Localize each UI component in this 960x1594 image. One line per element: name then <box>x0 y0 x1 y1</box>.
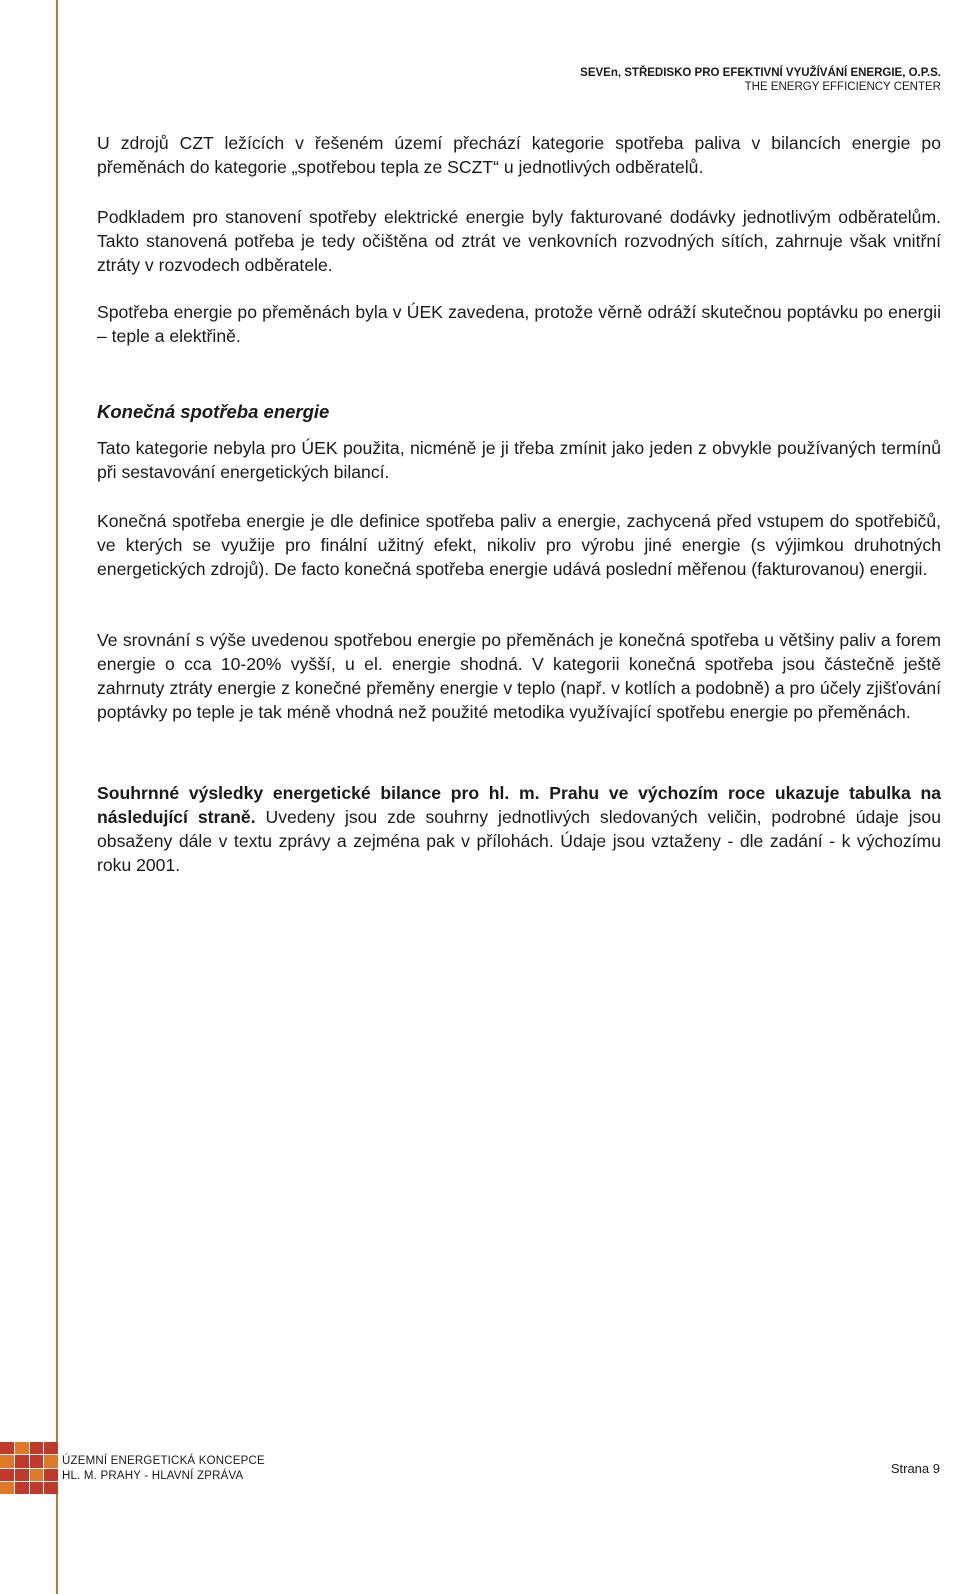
logo-tile <box>0 1442 14 1454</box>
logo-tile <box>15 1442 29 1454</box>
footer-title-line2: HL. M. PRAHY - HLAVNÍ ZPRÁVA <box>62 1470 244 1482</box>
logo-tile <box>0 1455 14 1467</box>
logo-tile <box>15 1455 29 1467</box>
logo-tile <box>44 1469 58 1481</box>
logo-tile <box>44 1442 58 1454</box>
logo-tile <box>0 1482 14 1494</box>
logo-tile <box>0 1469 14 1481</box>
summary-results-bold: Souhrnné výsledky energetické bilance pro hl. m. Prahu ve výchozím roce ukazuje tabulka na následující straně. <box>97 783 941 827</box>
footer-document-title <box>62 1454 265 1484</box>
logo-tile <box>30 1469 44 1481</box>
summary-results-rest: Uvedeny jsou zde souhrny jednotlivých sledovaných veličin, podrobné údaje jsou obsaženy dále v textu zprávy a zejména pak v přílohách. Údaje jsou vztaženy - dle zadání - k výchozímu roku 2001. <box>97 807 941 875</box>
logo-tile <box>15 1482 29 1494</box>
logo-tile <box>30 1455 44 1467</box>
city-logo <box>0 1442 58 1494</box>
paragraph-final-consumption-definition: Konečná spotřeba energie je dle definice spotřeba paliv a energie, zachycená před vstupem do spotřebičů, ve kterých se využije pro finální užitný efekt, nikoliv pro výrobu jiné energie (s výjimkou druhotných energetických zdrojů). De facto konečná spotřeba energie udává poslední měřenou (fakturovanou) energii. <box>97 511 941 579</box>
logo-tile <box>30 1442 44 1454</box>
logo-tile <box>30 1482 44 1494</box>
paragraph-comparison: Ve srovnání s výše uvedenou spotřebou energie po přeměnách je konečná spotřeba u většiny paliv a forem energie o cca 10-20% vyšší, u el. energie shodná. V kategorii konečná spotřeba jsou částečně ještě zahrnuty ztráty energie z konečné přeměny energie v teplo (např. v kotlích a podobně) a pro účely zjišťování poptávky po teple je tak méně vhodná než použité metodika využívající spotřebu energie po přeměnách. <box>97 630 941 722</box>
page-header <box>580 66 941 94</box>
logo-tile <box>44 1455 58 1467</box>
logo-tile <box>44 1482 58 1494</box>
paragraph-consumption-after-conversion: Spotřeba energie po přeměnách byla v ÚEK zavedena, protože věrně odráží skutečnou poptávku po energii – teple a elektřině. <box>97 302 941 346</box>
logo-tile <box>15 1469 29 1481</box>
footer-title-line1: ÚZEMNÍ ENERGETICKÁ KONCEPCE <box>62 1455 265 1467</box>
paragraph-czt-sources: U zdrojů CZT ležících v řešeném území přechází kategorie spotřeba paliva v bilancích energie po přeměnách do kategorie „spotřebou tepla ze SCZT“ u jednotlivých odběratelů. <box>97 133 941 177</box>
section-heading-final-consumption: Konečná spotřeba energie <box>97 401 330 422</box>
left-margin-rule <box>56 0 58 1594</box>
paragraph-category-note: Tato kategorie nebyla pro ÚEK použita, nicméně je ji třeba zmínit jako jeden z obvykle používaných termínů při sestavování energetických bilancí. <box>97 438 941 482</box>
header-subtitle: THE ENERGY EFFICIENCY CENTER <box>744 81 941 93</box>
header-organization: SEVEn, STŘEDISKO PRO EFEKTIVNÍ VYUŽÍVÁNÍ ENERGIE, O.P.S. <box>580 67 941 79</box>
paragraph-electricity-basis: Podkladem pro stanovení spotřeby elektrické energie byly fakturované dodávky jednotlivým odběratelům. Takto stanovená potřeba je tedy očištěna od ztrát ve venkovních rozvodných sítích, zahrnuje však vnitřní ztráty v rozvodech odběratele. <box>97 207 941 275</box>
paragraph-summary-results <box>97 781 941 877</box>
page-number: Strana 9 <box>890 1461 940 1476</box>
